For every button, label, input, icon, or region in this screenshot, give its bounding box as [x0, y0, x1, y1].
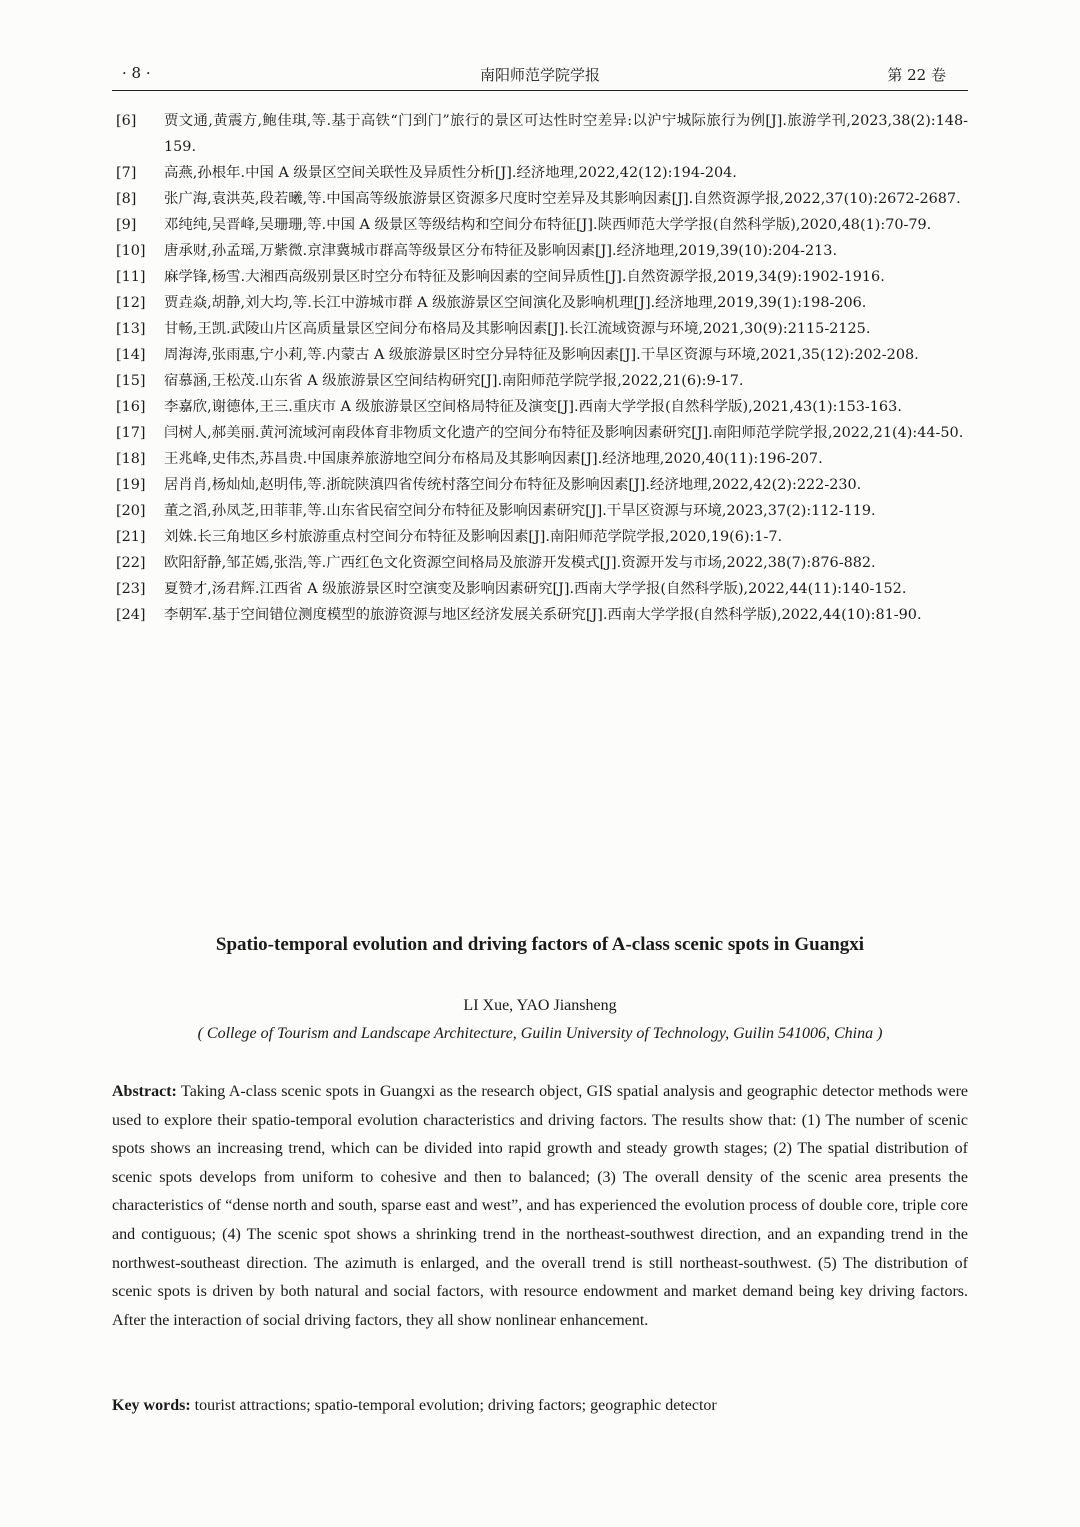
reference-item: [112, 602, 968, 628]
reference-item: [112, 446, 968, 472]
reference-item: [112, 108, 968, 160]
reference-number: [21]: [116, 529, 146, 545]
english-keywords: [112, 1392, 968, 1420]
reference-text: 夏赞才,汤君辉.江西省 A 级旅游景区时空演变及影响因素研究[J].西南大学学报(自然科学版),2022,44(11):140-152.: [164, 581, 907, 597]
abstract-text: Taking A-class scenic spots in Guangxi as the research object, GIS spatial analysis and geographic detector methods were used to explore their spatio-temporal evolution characteristics and driving factors. The results show that: (1) The number of scenic spots shows an increasing trend, which can be divided into rapid growth and steady growth stages; (2) The spatial distribution of scenic spots develops from uniform to cohesive and then to balanced; (3) The overall density of the scenic area presents the characteristics of “dense north and south, sparse east and west”, and has experienced the evolution process of double core, triple core and contiguous; (4) The scenic spot shows a shrinking trend in the northeast-southwest direction, and an expanding trend in the northwest-southeast direction. The azimuth is enlarged, and the overall trend is still northeast-southwest. (5) The distribution of scenic spots is driven by both natural and social factors, with resource endowment and market demand being key driving factors. After the interaction of social driving factors, they all show nonlinear enhancement.: [112, 1083, 968, 1329]
reference-text: 宿慕涵,王松茂.山东省 A 级旅游景区空间结构研究[J].南阳师范学院学报,2022,21(6):9-17.: [164, 373, 744, 389]
reference-item: [112, 394, 968, 420]
reference-number: [7]: [116, 165, 137, 181]
reference-text: 甘畅,王凯.武陵山片区高质量景区空间分布格局及其影响因素[J].长江流域资源与环境,2021,30(9):2115-2125.: [164, 321, 871, 337]
reference-number: [19]: [116, 477, 146, 493]
reference-text: 董之滔,孙凤芝,田菲菲,等.山东省民宿空间分布特征及影响因素研究[J].干旱区资源与环境,2023,37(2):112-119.: [164, 503, 876, 519]
english-authors: LI Xue, YAO Jiansheng: [463, 997, 617, 1014]
reference-text: 贾文通,黄震方,鲍佳琪,等.基于高铁“门到门”旅行的景区可达性时空差异:以沪宁城际旅行为例[J].旅游学刊,2023,38(2):148-159.: [164, 113, 968, 155]
reference-text: 张广海,袁洪英,段若曦,等.中国高等级旅游景区资源多尺度时空差异及其影响因素[J].自然资源学报,2022,37(10):2672-2687.: [164, 191, 961, 207]
reference-item: [112, 186, 968, 212]
reference-item: [112, 524, 968, 550]
page-number: · 8 ·: [122, 64, 151, 82]
english-title: Spatio-temporal evolution and driving factors of A-class scenic spots in Guangxi: [215, 934, 865, 955]
reference-text: 高燕,孙根年.中国 A 级景区空间关联性及异质性分析[J].经济地理,2022,42(12):194-204.: [164, 165, 737, 181]
reference-text: 王兆峰,史伟杰,苏昌贵.中国康养旅游地空间分布格局及其影响因素[J].经济地理,2020,40(11):196-207.: [164, 451, 823, 467]
reference-item: [112, 290, 968, 316]
reference-number: [9]: [116, 217, 137, 233]
reference-number: [6]: [116, 113, 137, 129]
reference-item: [112, 550, 968, 576]
reference-number: [12]: [116, 295, 146, 311]
reference-item: [112, 472, 968, 498]
reference-number: [15]: [116, 373, 146, 389]
reference-text: 李嘉欣,谢德体,王三.重庆市 A 级旅游景区空间格局特征及演变[J].西南大学学报(自然科学版),2021,43(1):153-163.: [164, 399, 902, 415]
reference-item: [112, 212, 968, 238]
reference-number: [24]: [116, 607, 146, 623]
reference-item: [112, 238, 968, 264]
reference-number: [22]: [116, 555, 146, 571]
reference-item: [112, 576, 968, 602]
english-abstract: [112, 1078, 968, 1335]
journal-name: 南阳师范学院学报: [479, 66, 600, 84]
reference-text: 周海涛,张雨惠,宁小莉,等.内蒙古 A 级旅游景区时空分异特征及影响因素[J].干旱区资源与环境,2021,35(12):202-208.: [164, 347, 919, 363]
reference-number: [16]: [116, 399, 146, 415]
reference-text: 李朝军.基于空间错位测度模型的旅游资源与地区经济发展关系研究[J].西南大学学报(自然科学版),2022,44(10):81-90.: [164, 607, 922, 623]
reference-text: 居肖肖,杨灿灿,赵明伟,等.浙皖陕滇四省传统村落空间分布特征及影响因素[J].经济地理,2022,42(2):222-230.: [164, 477, 862, 493]
reference-text: 麻学锋,杨雪.大湘西高级别景区时空分布特征及影响因素的空间异质性[J].自然资源学报,2019,34(9):1902-1916.: [164, 269, 885, 285]
reference-number: [11]: [116, 269, 146, 285]
running-header: [112, 58, 968, 91]
reference-text: 刘姝.长三角地区乡村旅游重点村空间分布特征及影响因素[J].南阳师范学院学报,2020,19(6):1-7.: [164, 529, 783, 545]
reference-item: [112, 342, 968, 368]
reference-text: 贾垚焱,胡静,刘大均,等.长江中游城市群 A 级旅游景区空间演化及影响机理[J].经济地理,2019,39(1):198-206.: [164, 295, 867, 311]
english-affiliation: ( College of Tourism and Landscape Architecture, Guilin University of Technology, Guilin 541006, China ): [197, 1025, 883, 1042]
reference-number: [14]: [116, 347, 146, 363]
keywords-text: tourist attractions; spatio-temporal evolution; driving factors; geographic detector: [190, 1397, 717, 1414]
reference-text: 欧阳舒静,邹芷嫣,张浩,等.广西红色文化资源空间格局及旅游开发模式[J].资源开发与市场,2022,38(7):876-882.: [164, 555, 876, 571]
reference-item: [112, 420, 968, 446]
reference-text: 唐承财,孙孟瑶,万紫微.京津冀城市群高等级景区分布特征及影响因素[J].经济地理,2019,39(10):204-213.: [164, 243, 838, 259]
reference-text: 闫树人,郝美丽.黄河流域河南段体育非物质文化遗产的空间分布特征及影响因素研究[J].南阳师范学院学报,2022,21(4):44-50.: [164, 425, 964, 441]
reference-item: [112, 264, 968, 290]
reference-item: [112, 368, 968, 394]
reference-text: 邓纯纯,吴晋峰,吴珊珊,等.中国 A 级景区等级结构和空间分布特征[J].陕西师范大学学报(自然科学版),2020,48(1):70-79.: [164, 217, 932, 233]
reference-number: [18]: [116, 451, 146, 467]
reference-number: [23]: [116, 581, 146, 597]
reference-item: [112, 160, 968, 186]
reference-item: [112, 316, 968, 342]
abstract-label: Abstract:: [112, 1083, 177, 1100]
reference-number: [8]: [116, 191, 137, 207]
reference-number: [17]: [116, 425, 146, 441]
volume-label: 第 22 卷: [887, 66, 946, 84]
keywords-label: Key words:: [112, 1397, 191, 1414]
reference-number: [13]: [116, 321, 146, 337]
reference-number: [10]: [116, 243, 146, 259]
reference-list: [112, 108, 968, 628]
reference-item: [112, 498, 968, 524]
reference-number: [20]: [116, 503, 146, 519]
